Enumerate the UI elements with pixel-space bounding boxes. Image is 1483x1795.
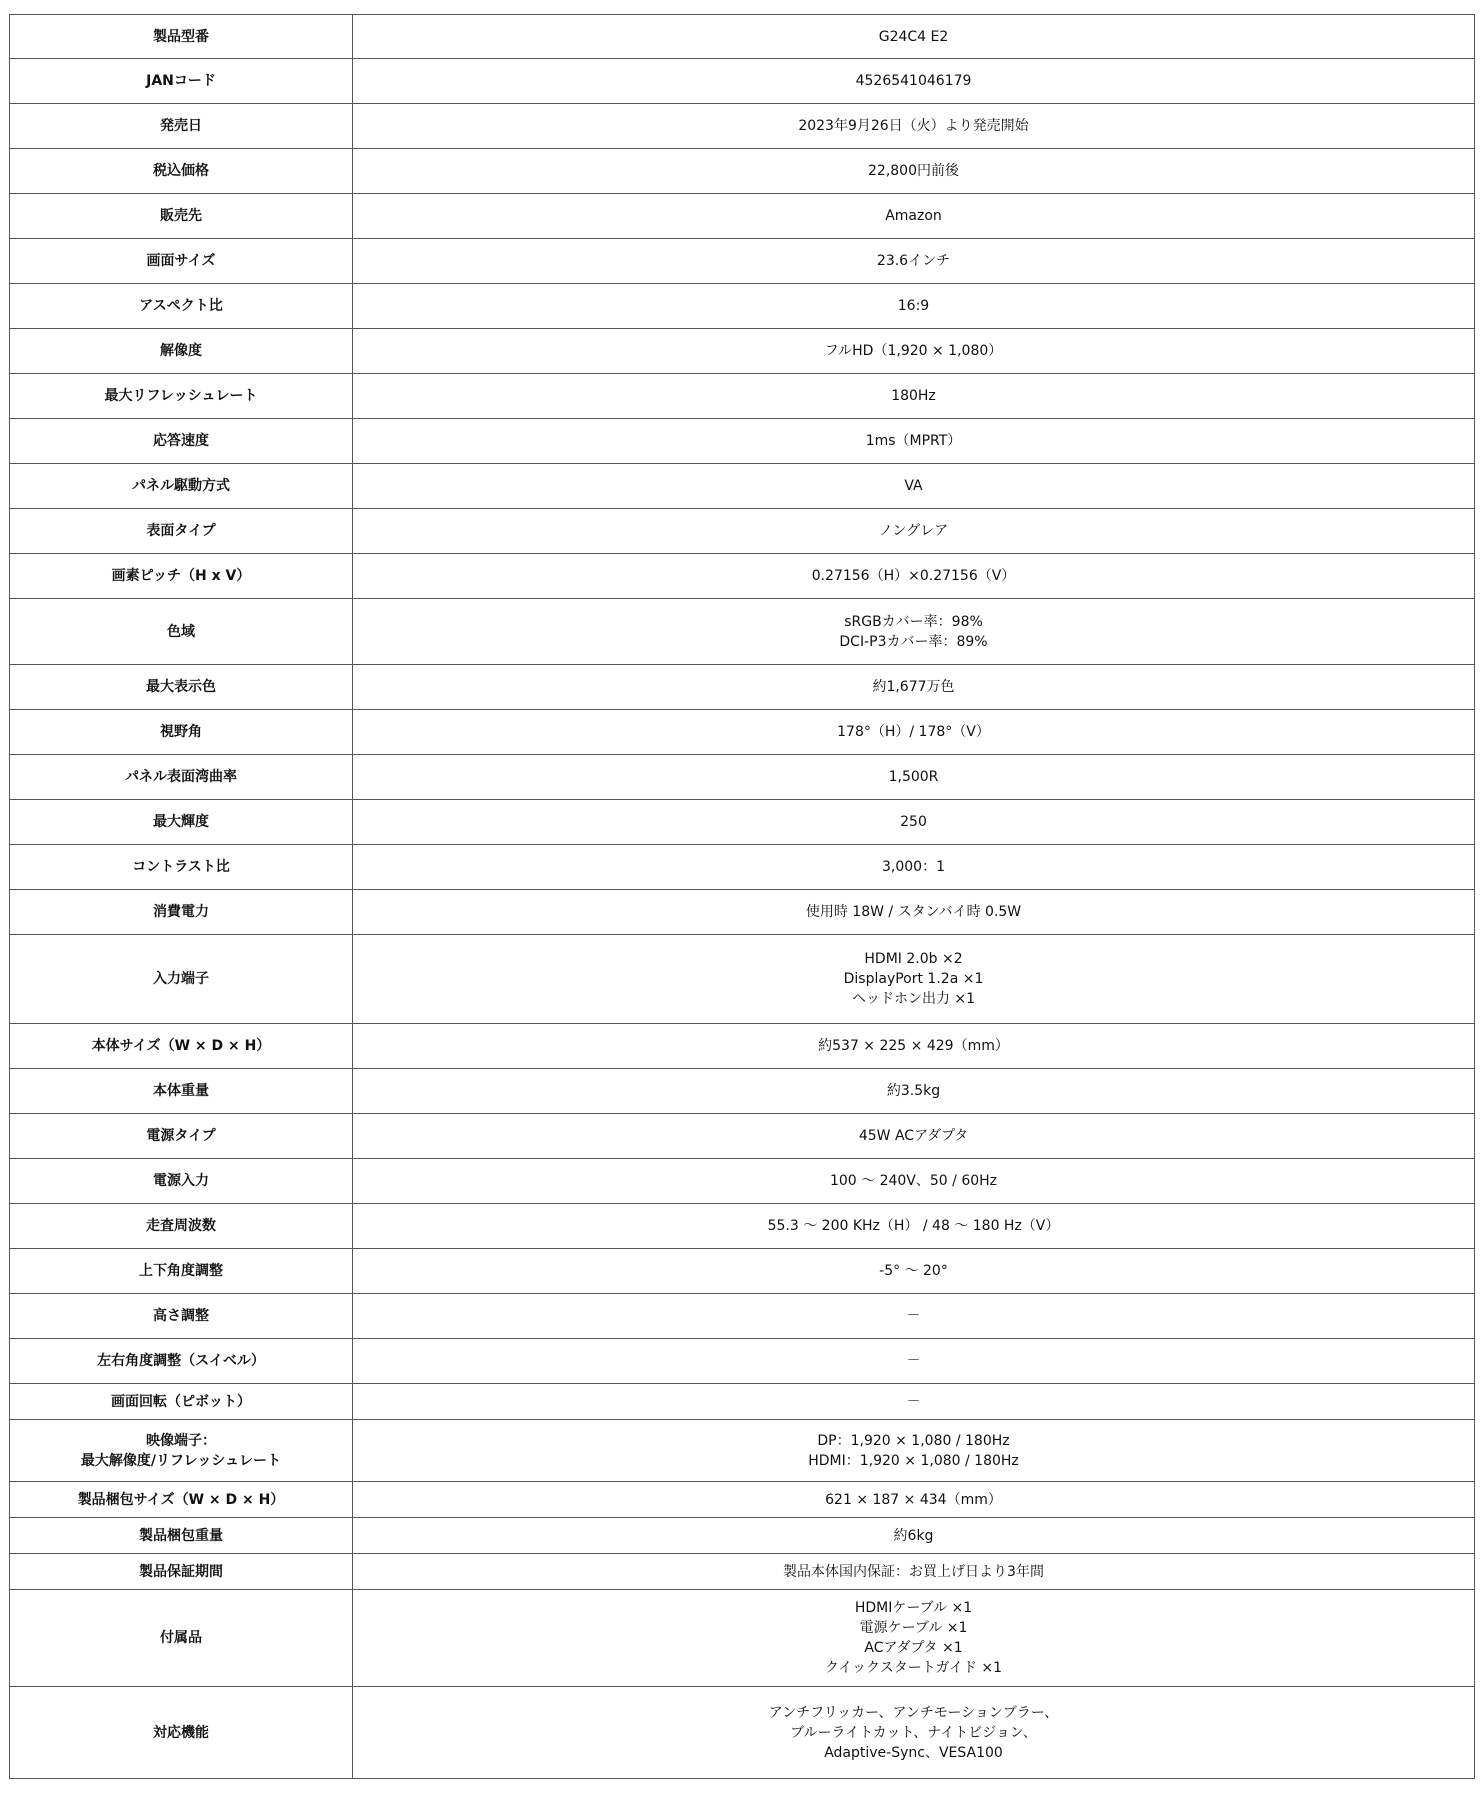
spec-value-cell — [353, 1159, 1475, 1204]
spec-row — [10, 1249, 1475, 1294]
spec-label-cell — [10, 1204, 353, 1249]
spec-label: 本体サイズ（W × D × H） — [91, 1038, 271, 1054]
spec-label-cell — [10, 1687, 353, 1779]
spec-label: 電源入力 — [153, 1173, 209, 1189]
spec-label-cell — [10, 1554, 353, 1590]
spec-value: 621 × 187 × 434（mm） — [825, 1491, 1002, 1508]
spec-value: DP：1,920 × 1,080 / 180Hz — [817, 1432, 1010, 1449]
spec-value: 2023年9月26日（火）より発売開始 — [798, 118, 1029, 134]
spec-value-cell — [353, 1114, 1475, 1159]
spec-value: 16:9 — [897, 298, 930, 314]
spec-label-cell — [10, 1482, 353, 1518]
spec-row — [10, 1482, 1475, 1518]
spec-label: 視野角 — [160, 724, 202, 740]
spec-value: 約1,677万色 — [872, 679, 955, 695]
spec-label: 発売日 — [160, 118, 202, 134]
spec-value: 3,000：1 — [882, 859, 945, 875]
spec-value-cell — [353, 1339, 1475, 1384]
spec-value-cell — [353, 1420, 1475, 1482]
spec-row — [10, 104, 1475, 149]
spec-value-cell — [353, 755, 1475, 800]
spec-label-cell — [10, 509, 353, 554]
spec-row — [10, 419, 1475, 464]
spec-value: 電源ケーブル ×1 — [859, 1620, 968, 1636]
spec-label-cell — [10, 149, 353, 194]
spec-row — [10, 710, 1475, 755]
spec-label-cell — [10, 665, 353, 710]
spec-row — [10, 374, 1475, 419]
spec-label: 画面サイズ — [146, 253, 216, 269]
spec-row — [10, 1687, 1475, 1779]
spec-label: 税込価格 — [153, 163, 209, 179]
spec-label-cell — [10, 464, 353, 509]
spec-label-cell — [10, 554, 353, 599]
spec-label-cell — [10, 59, 353, 104]
spec-value: VA — [904, 478, 923, 494]
spec-label-cell — [10, 599, 353, 665]
spec-value-cell — [353, 15, 1475, 59]
spec-label-cell — [10, 890, 353, 935]
spec-value-cell — [353, 1482, 1475, 1518]
spec-value: HDMIケーブル ×1 — [854, 1600, 973, 1616]
spec-value-cell — [353, 1204, 1475, 1249]
spec-label: 表面タイプ — [146, 523, 216, 539]
spec-row — [10, 935, 1475, 1024]
spec-value-cell — [353, 374, 1475, 419]
spec-value-cell — [353, 599, 1475, 665]
spec-value-cell — [353, 890, 1475, 935]
spec-value: HDMI：1,920 × 1,080 / 180Hz — [808, 1452, 1019, 1469]
spec-value: 178°（H）/ 178°（V） — [837, 724, 990, 740]
spec-label: JANコード — [146, 73, 216, 89]
spec-row — [10, 1294, 1475, 1339]
spec-value-cell — [353, 1687, 1475, 1779]
spec-label: 色域 — [167, 623, 195, 640]
spec-label: コントラスト比 — [132, 859, 230, 875]
spec-label-cell — [10, 1114, 353, 1159]
spec-value: HDMI 2.0b ×2 — [864, 951, 963, 967]
spec-value-cell — [353, 239, 1475, 284]
spec-value: G24C4 E2 — [878, 28, 949, 45]
spec-label-cell — [10, 15, 353, 59]
spec-value: Amazon — [885, 208, 942, 224]
spec-label-cell — [10, 239, 353, 284]
spec-label: 左右角度調整（スイベル） — [97, 1353, 265, 1369]
spec-row — [10, 1114, 1475, 1159]
spec-value-cell — [353, 935, 1475, 1024]
spec-label: パネル表面湾曲率 — [125, 769, 237, 785]
spec-row — [10, 194, 1475, 239]
spec-label: 最大解像度/リフレッシュレート — [80, 1452, 282, 1469]
spec-value: ヘッドホン出力 ×1 — [851, 991, 976, 1007]
spec-row — [10, 1554, 1475, 1590]
spec-row — [10, 1204, 1475, 1249]
spec-label-cell — [10, 935, 353, 1024]
spec-label-cell — [10, 1249, 353, 1294]
spec-label: 製品梱包重量 — [139, 1527, 223, 1544]
spec-label: 最大表示色 — [146, 679, 216, 695]
spec-label-cell — [10, 755, 353, 800]
spec-value-cell — [353, 1518, 1475, 1554]
spec-value: － — [906, 1308, 921, 1324]
spec-value: 使用時 18W / スタンバイ時 0.5W — [805, 904, 1022, 920]
spec-value-cell — [353, 1069, 1475, 1114]
spec-label-cell — [10, 194, 353, 239]
spec-row — [10, 1590, 1475, 1687]
spec-label-cell — [10, 1294, 353, 1339]
spec-label: 上下角度調整 — [139, 1263, 223, 1279]
spec-value-cell — [353, 149, 1475, 194]
spec-value: sRGBカバー率：98% — [844, 613, 983, 630]
spec-value-cell — [353, 1590, 1475, 1687]
spec-label: 映像端子： — [146, 1432, 216, 1449]
spec-row — [10, 599, 1475, 665]
spec-label-cell — [10, 710, 353, 755]
spec-value: アンチフリッカー、アンチモーションブラー、 — [768, 1704, 1059, 1721]
spec-row — [10, 1384, 1475, 1420]
spec-value-cell — [353, 1554, 1475, 1590]
spec-label-cell — [10, 1069, 353, 1114]
spec-row — [10, 509, 1475, 554]
spec-row — [10, 1518, 1475, 1554]
spec-label: 入力端子 — [153, 971, 209, 987]
spec-value: Adaptive-Sync、VESA100 — [824, 1744, 1003, 1761]
spec-row — [10, 1159, 1475, 1204]
spec-value-cell — [353, 1294, 1475, 1339]
spec-label: 最大リフレッシュレート — [104, 388, 258, 404]
spec-value: 45W ACアダプタ — [858, 1128, 969, 1144]
spec-value: ブルーライトカット、ナイトビジョン、 — [790, 1724, 1037, 1741]
spec-label: 最大輝度 — [153, 814, 209, 830]
spec-label-cell — [10, 1518, 353, 1554]
spec-value: フルHD（1,920 × 1,080） — [824, 343, 1003, 359]
spec-label: アスペクト比 — [139, 298, 223, 314]
spec-row — [10, 1420, 1475, 1482]
spec-value: 製品本体国内保証：お買上げ日より3年間 — [783, 1563, 1044, 1580]
spec-label-cell — [10, 1590, 353, 1687]
spec-value: DCI-P3カバー率：89% — [839, 633, 988, 650]
spec-label: 画素ピッチ（H x V） — [111, 568, 251, 584]
spec-label-cell — [10, 1024, 353, 1069]
spec-value-cell — [353, 710, 1475, 755]
spec-label-cell — [10, 104, 353, 149]
spec-label: 対応機能 — [153, 1724, 209, 1741]
spec-row — [10, 890, 1475, 935]
spec-row — [10, 800, 1475, 845]
spec-label: 本体重量 — [153, 1083, 209, 1099]
spec-label: 解像度 — [160, 343, 202, 359]
spec-value-cell — [353, 845, 1475, 890]
spec-label-cell — [10, 374, 353, 419]
spec-row — [10, 1069, 1475, 1114]
spec-value: 約537 × 225 × 429（mm） — [818, 1038, 1009, 1054]
spec-value: 約3.5kg — [886, 1083, 941, 1099]
spec-label: 高さ調整 — [153, 1308, 209, 1324]
spec-value: -5° ～ 20° — [879, 1263, 948, 1279]
spec-label: 製品型番 — [153, 28, 209, 45]
spec-row — [10, 1024, 1475, 1069]
spec-label: 販売先 — [160, 208, 202, 224]
spec-value: 55.3 ～ 200 KHz（H） / 48 ～ 180 Hz（V） — [767, 1218, 1060, 1234]
spec-label: 走査周波数 — [146, 1218, 216, 1234]
spec-row — [10, 665, 1475, 710]
spec-value: ノングレア — [878, 523, 949, 539]
spec-row — [10, 554, 1475, 599]
spec-label: 画面回転（ピボット） — [111, 1393, 251, 1410]
spec-value-cell — [353, 284, 1475, 329]
spec-row — [10, 15, 1475, 59]
spec-value-cell — [353, 104, 1475, 149]
spec-value-cell — [353, 800, 1475, 845]
spec-label-cell — [10, 284, 353, 329]
spec-value: 100 ～ 240V、50 / 60Hz — [829, 1173, 998, 1189]
spec-value-cell — [353, 1249, 1475, 1294]
spec-value: 250 — [900, 814, 927, 830]
spec-label-cell — [10, 1159, 353, 1204]
spec-label: 製品保証期間 — [139, 1563, 223, 1580]
spec-label-cell — [10, 1420, 353, 1482]
spec-value: DisplayPort 1.2a ×1 — [843, 971, 984, 987]
spec-table-body — [10, 15, 1475, 1779]
spec-row — [10, 149, 1475, 194]
spec-row — [10, 284, 1475, 329]
spec-row — [10, 1339, 1475, 1384]
spec-label-cell — [10, 1384, 353, 1420]
spec-value: ACアダプタ ×1 — [864, 1640, 963, 1656]
spec-value: 約6kg — [893, 1527, 934, 1544]
spec-value-cell — [353, 1024, 1475, 1069]
spec-label-cell — [10, 1339, 353, 1384]
spec-value: － — [906, 1353, 921, 1369]
spec-label-cell — [10, 800, 353, 845]
spec-value-cell — [353, 665, 1475, 710]
spec-value: 1ms（MPRT） — [865, 433, 962, 449]
spec-value-cell — [353, 329, 1475, 374]
spec-value: 180Hz — [891, 388, 936, 404]
spec-label: 付属品 — [160, 1630, 202, 1646]
spec-label: 電源タイプ — [146, 1128, 216, 1144]
spec-label: 製品梱包サイズ（W × D × H） — [77, 1491, 285, 1508]
spec-value-cell — [353, 59, 1475, 104]
spec-value: 22,800円前後 — [868, 163, 959, 179]
spec-value-cell — [353, 194, 1475, 239]
spec-value-cell — [353, 554, 1475, 599]
spec-value: 0.27156（H）×0.27156（V） — [811, 568, 1016, 584]
spec-label-cell — [10, 329, 353, 374]
spec-value: 23.6インチ — [876, 253, 951, 269]
spec-label-cell — [10, 419, 353, 464]
spec-value: － — [906, 1393, 921, 1410]
spec-value-cell — [353, 1384, 1475, 1420]
spec-row — [10, 845, 1475, 890]
spec-label-cell — [10, 845, 353, 890]
spec-value: 4526541046179 — [855, 73, 972, 89]
spec-table — [9, 14, 1475, 1779]
spec-value-cell — [353, 419, 1475, 464]
spec-value: 1,500R — [888, 769, 939, 785]
spec-value: クイックスタートガイド ×1 — [824, 1660, 1003, 1676]
spec-row — [10, 329, 1475, 374]
spec-row — [10, 755, 1475, 800]
spec-row — [10, 239, 1475, 284]
spec-value-cell — [353, 509, 1475, 554]
spec-label: 応答速度 — [153, 433, 209, 449]
spec-label: パネル駆動方式 — [132, 478, 230, 494]
spec-row — [10, 59, 1475, 104]
spec-row — [10, 464, 1475, 509]
spec-value-cell — [353, 464, 1475, 509]
spec-label: 消費電力 — [153, 904, 209, 920]
